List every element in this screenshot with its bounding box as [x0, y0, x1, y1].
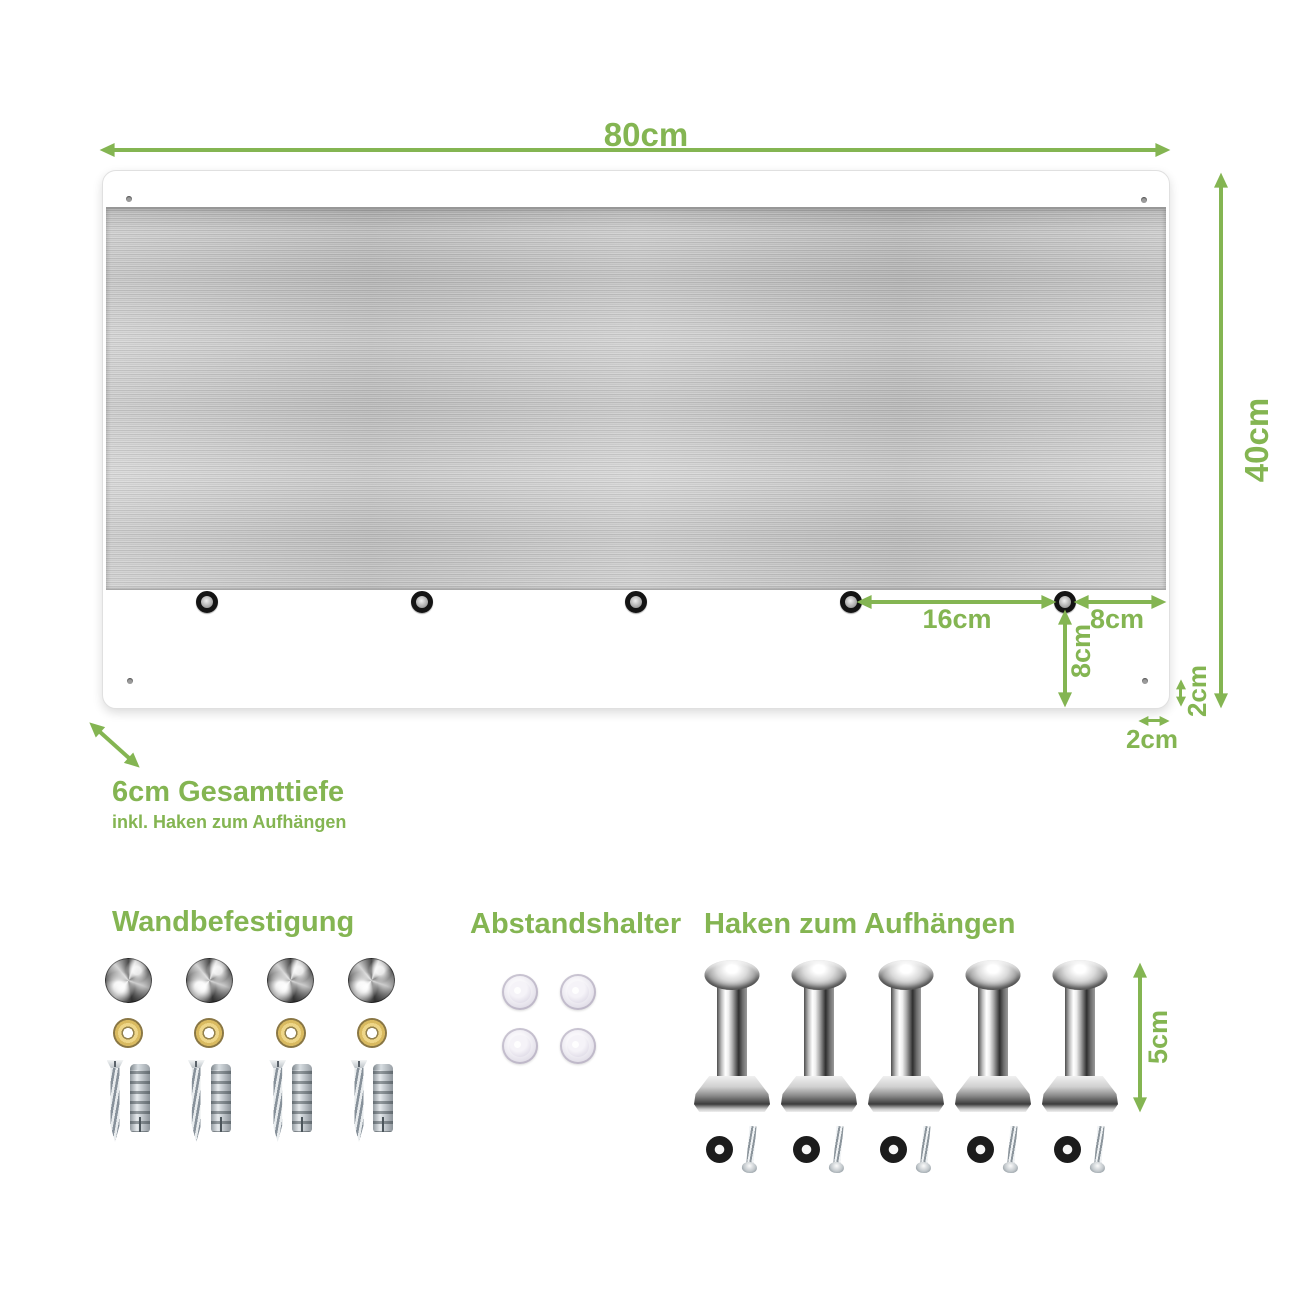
wall-mounting-parts — [92, 958, 408, 1142]
black-washer-icon — [967, 1136, 994, 1163]
screw-and-plug — [269, 1060, 312, 1142]
wall-mounting-set — [255, 958, 327, 1142]
wall-plug-icon — [211, 1064, 231, 1132]
hook-screw-kit — [868, 1126, 944, 1173]
wall-plug-icon — [292, 1064, 312, 1132]
wall-plug-icon — [373, 1064, 393, 1132]
black-washer-icon — [793, 1136, 820, 1163]
brushed-steel-panel — [106, 207, 1166, 590]
wall-mounting-set — [173, 958, 245, 1142]
wall-screw-icon — [107, 1060, 124, 1142]
hook-screw-kit — [955, 1126, 1031, 1173]
hook-parts — [694, 960, 1118, 1112]
hook-mount-icon — [411, 591, 433, 613]
hook-screw-kit — [694, 1126, 770, 1173]
hook-length-arrow — [1138, 977, 1142, 1098]
depth-subtitle: inkl. Haken zum Aufhängen — [112, 812, 347, 832]
height-dimension-label: 40cm — [1238, 397, 1275, 483]
brass-washer-icon — [357, 1018, 387, 1048]
screw-and-plug — [107, 1060, 150, 1142]
hooks-title: Haken zum Aufhängen — [704, 908, 1016, 940]
hook-screw-icon — [915, 1125, 934, 1173]
hook-row-height-label: 8cm — [1066, 623, 1096, 679]
chrome-cap-icon — [348, 958, 395, 1003]
depth-arrow — [99, 730, 131, 759]
wall-screw-icon — [188, 1060, 205, 1142]
width-dimension-label: 80cm — [603, 116, 689, 153]
brass-washer-icon — [113, 1018, 143, 1048]
spacer-disc-icon — [560, 1028, 596, 1064]
corner-screw-hole — [126, 196, 132, 202]
wall-mounting-set — [92, 958, 164, 1142]
hook-screw-icon — [741, 1125, 760, 1173]
corner-offset-horizontal-arrow — [1148, 719, 1160, 722]
depth-title: 6cm Gesamttiefe — [112, 776, 345, 808]
wall-mounting-set — [336, 958, 408, 1142]
brass-washer-icon — [276, 1018, 306, 1048]
brass-washer-icon — [194, 1018, 224, 1048]
hook-screw-icon — [1002, 1125, 1021, 1173]
black-washer-icon — [1054, 1136, 1081, 1163]
wall-screw-icon — [269, 1060, 286, 1142]
hook-screw-kit — [781, 1126, 857, 1173]
spacers-title: Abstandshalter — [470, 908, 682, 940]
black-washer-icon — [880, 1136, 907, 1163]
hook-mount-icon — [625, 591, 647, 613]
spacer-disc-icon — [502, 974, 538, 1010]
spacer-disc-icon — [502, 1028, 538, 1064]
hook-screw-kit — [1042, 1126, 1118, 1173]
hook-mount-icon — [196, 591, 218, 613]
corner-screw-hole — [1142, 678, 1148, 684]
edge-distance-label: 8cm — [1089, 604, 1145, 634]
chrome-hook-icon — [781, 960, 857, 1112]
hook-screw-kits — [694, 1126, 1118, 1173]
spacer-disc-icon — [560, 974, 596, 1010]
screw-and-plug — [188, 1060, 231, 1142]
corner-offset-vertical-label: 2cm — [1182, 664, 1212, 718]
wall-plug-icon — [130, 1064, 150, 1132]
wall-mounting-title: Wandbefestigung — [112, 906, 355, 938]
height-dimension-arrow — [1219, 187, 1223, 694]
chrome-cap-icon — [105, 958, 152, 1003]
chrome-hook-icon — [1042, 960, 1118, 1112]
hook-screw-icon — [828, 1125, 847, 1173]
chrome-cap-icon — [186, 958, 233, 1003]
corner-offset-horizontal-label: 2cm — [1125, 724, 1179, 754]
chrome-hook-icon — [955, 960, 1031, 1112]
black-washer-icon — [706, 1136, 733, 1163]
spacer-parts — [502, 974, 596, 1064]
screw-and-plug — [350, 1060, 393, 1142]
hook-screw-icon — [1089, 1125, 1108, 1173]
chrome-hook-icon — [694, 960, 770, 1112]
hook-length-label: 5cm — [1143, 1009, 1173, 1065]
hook-spacing-label: 16cm — [922, 604, 992, 634]
wall-screw-icon — [350, 1060, 367, 1142]
corner-screw-hole — [127, 678, 133, 684]
corner-screw-hole — [1141, 197, 1147, 203]
chrome-hook-icon — [868, 960, 944, 1112]
chrome-cap-icon — [267, 958, 314, 1003]
